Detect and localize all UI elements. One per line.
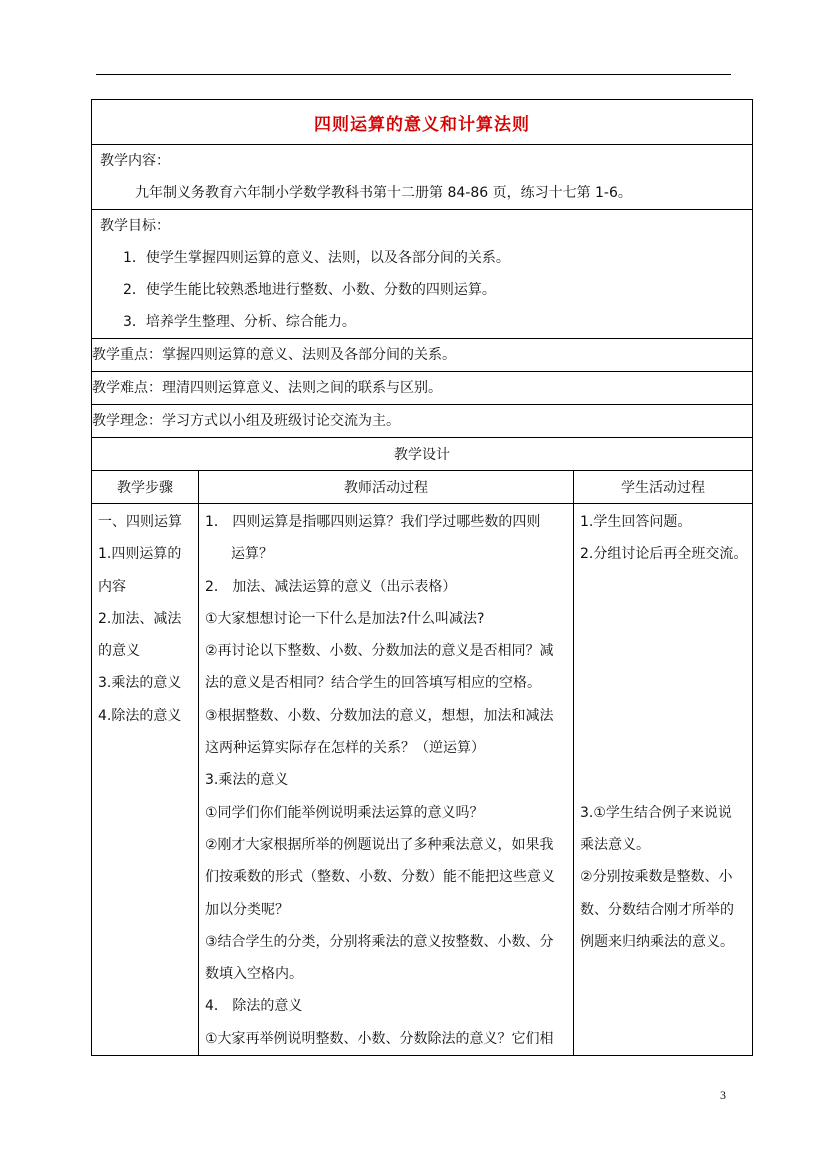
- student-line: 1.学生回答问题。: [580, 514, 692, 530]
- key-point: 教学重点：掌握四则运算的意义、法则及各部分间的关系。: [92, 339, 753, 372]
- student-cell: [574, 504, 753, 1056]
- objectives-row: [92, 210, 753, 339]
- design-body-row: [92, 504, 753, 1056]
- teacher-line: ②再讨论以下整数、小数、分数加法的意义是否相同？减: [205, 643, 554, 660]
- step-line: 4.除法的意义: [98, 707, 182, 724]
- teacher-line: 2． 加法、减法运算的意义（出示表格）: [205, 578, 457, 595]
- student-line: ②分别按乘数是整数、小: [580, 869, 733, 886]
- lesson-plan-table: [91, 99, 753, 1056]
- step-line: 1.四则运算的: [98, 546, 182, 563]
- teacher-cell: [199, 504, 574, 1056]
- student-line: 乘法意义。: [580, 836, 650, 853]
- page-number: 3: [720, 1088, 726, 1102]
- teacher-line: 加以分类呢？: [205, 901, 289, 918]
- teacher-line: 1． 四则运算是指哪四则运算？我们学过哪些数的四则: [205, 514, 541, 530]
- teacher-line: ①大家再举例说明整数、小数、分数除法的意义？它们相: [205, 1030, 554, 1047]
- key-point-row: [92, 339, 753, 372]
- teacher-line: ③结合学生的分类，分别将乘法的意义按整数、小数、分: [205, 933, 554, 950]
- step-line: 2.加法、减法: [98, 610, 182, 627]
- teacher-line: 法的意义是否相同？结合学生的回答填写相应的空格。: [205, 675, 541, 692]
- column-header-teacher: 教师活动过程: [199, 471, 574, 504]
- step-line: 3.乘法的意义: [98, 675, 182, 692]
- title-row: [92, 100, 753, 145]
- teacher-line: ③根据整数、小数、分数加法的意义，想想，加法和减法: [205, 707, 554, 724]
- student-line: 例题来归纳乘法的意义。: [580, 933, 734, 950]
- teacher-line: 3.乘法的意义: [205, 772, 289, 789]
- header-rule: [96, 74, 731, 75]
- student-line: 数、分数结合刚才所举的: [580, 901, 734, 918]
- teacher-line: 运算？: [231, 546, 273, 563]
- objectives-label: 教学目标：: [100, 218, 170, 234]
- student-line: 3.①学生结合例子来说说: [580, 804, 732, 821]
- student-line: 2.分组讨论后再全班交流。: [580, 546, 748, 563]
- design-title: 教学设计: [92, 438, 753, 471]
- difficulty-row: [92, 372, 753, 405]
- step-line: 内容: [98, 578, 126, 595]
- philosophy-row: [92, 405, 753, 438]
- column-header-row: [92, 471, 753, 504]
- teacher-line: 这两种运算实际存在怎样的关系？（逆运算）: [205, 740, 485, 757]
- difficulty: 教学难点：理清四则运算意义、法则之间的联系与区别。: [92, 372, 753, 405]
- teacher-line: 数填入空格内。: [205, 966, 303, 983]
- column-header-student: 学生活动过程: [574, 471, 753, 504]
- teacher-line: 4． 除法的意义: [205, 998, 303, 1015]
- title-cell: [92, 100, 753, 145]
- teacher-line: ①大家想想讨论一下什么是加法?什么叫减法?: [205, 610, 485, 627]
- teacher-line: ②刚才大家根据所举的例题说出了多种乘法意义，如果我: [205, 836, 554, 853]
- philosophy: 教学理念：学习方式以小组及班级讨论交流为主。: [92, 405, 753, 438]
- content-cell: [92, 145, 753, 210]
- step-line: 一、四则运算: [98, 514, 182, 530]
- content-text: 九年制义务教育六年制小学数学教科书第十二册第 84-86 页，练习十七第 1-6。: [135, 185, 632, 201]
- step-line: 的意义: [98, 643, 140, 660]
- teacher-line: 们按乘数的形式（整数、小数、分数）能不能把这些意义: [205, 869, 555, 886]
- content-row: [92, 145, 753, 210]
- objective-item: 3．培养学生整理、分析、综合能力。: [123, 314, 356, 330]
- objectives-cell: [92, 210, 753, 339]
- steps-cell: [92, 504, 199, 1056]
- objective-item: 2．使学生能比较熟悉地进行整数、小数、分数的四则运算。: [123, 282, 496, 298]
- teacher-line: ①同学们你们能举例说明乘法运算的意义吗？: [205, 804, 484, 821]
- design-title-row: [92, 438, 753, 471]
- objective-item: 1．使学生掌握四则运算的意义、法则，以及各部分间的关系。: [123, 250, 510, 266]
- content-label: 教学内容：: [100, 153, 170, 169]
- column-header-steps: 教学步骤: [92, 471, 199, 504]
- document-title: 四则运算的意义和计算法则: [314, 114, 530, 135]
